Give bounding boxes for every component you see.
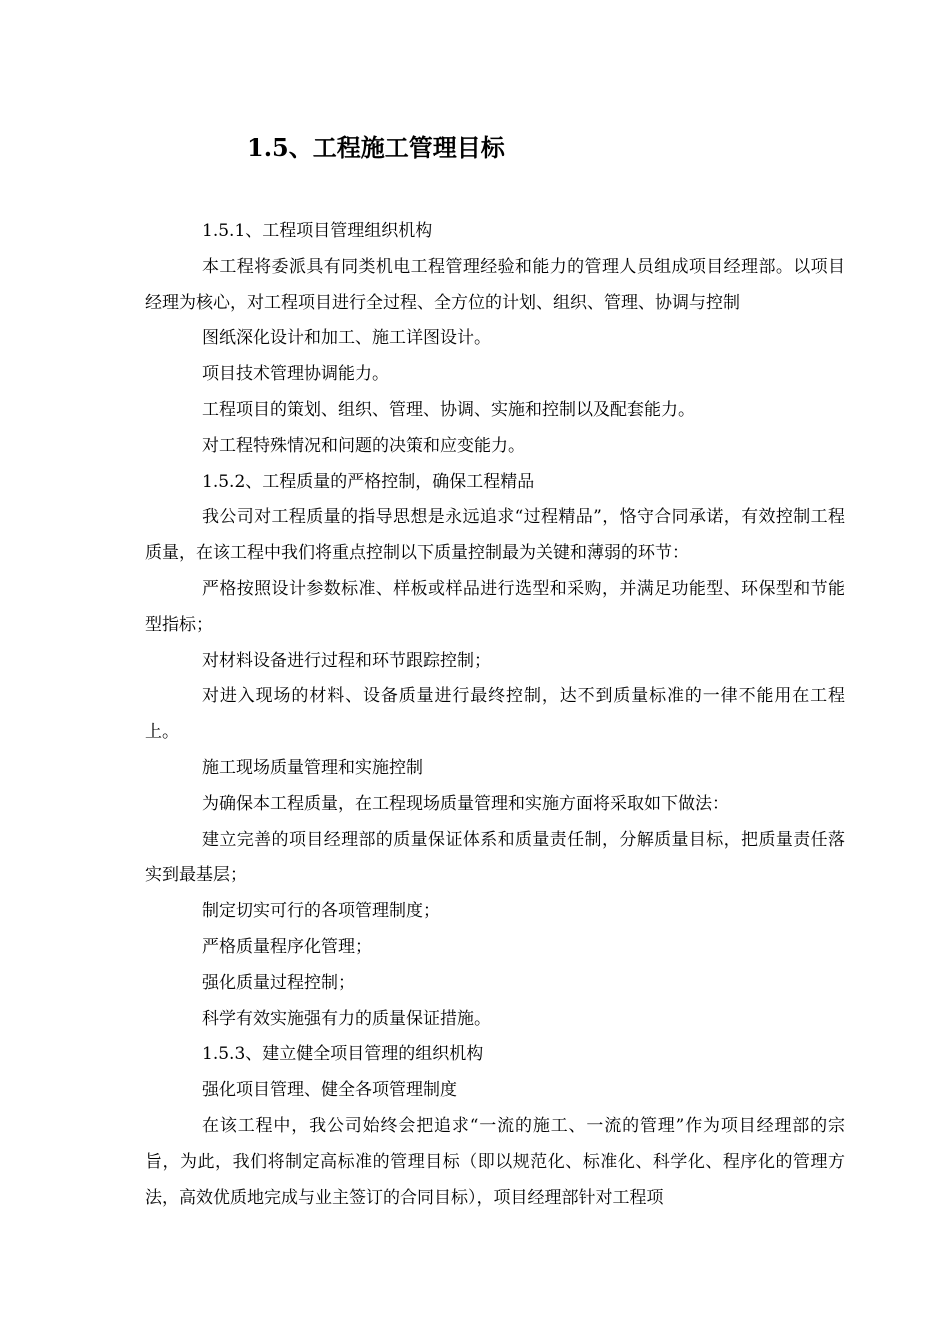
paragraph-12: 施工现场质量管理和实施控制 — [202, 757, 423, 778]
section-title: 1.5、工程施工管理目标 — [247, 133, 505, 162]
paragraph-16: 严格质量程序化管理； — [202, 936, 372, 957]
paragraph-5: 工程项目的策划、组织、管理、协调、实施和控制以及配套能力。 — [202, 399, 695, 420]
paragraph-15: 制定切实可行的各项管理制度； — [202, 901, 440, 922]
paragraph-13: 为确保本工程质量，在工程现场质量管理和实施方面将采取如下做法： — [202, 793, 729, 814]
paragraph-18: 科学有效实施强有力的质量保证措施。 — [202, 1008, 491, 1029]
paragraph-10: 对材料设备进行过程和环节跟踪控制； — [202, 650, 491, 671]
paragraph-11: 对进入现场的材料、设备质量进行最终控制，达不到质量标准的一律不能用在工程上。 — [145, 686, 845, 743]
paragraph-2: 本工程将委派具有同类机电工程管理经验和能力的管理人员组成项目经理部。以项目经理为核心，对工程项目进行全过程、全方位的计划、组织、管理、协调与控制 — [145, 256, 845, 313]
paragraph-9: 严格按照设计参数标准、样板或样品进行选型和采购，并满足功能型、环保型和节能型指标； — [145, 578, 845, 635]
paragraph-20: 强化项目管理、健全各项管理制度 — [202, 1080, 457, 1101]
paragraph-6: 对工程特殊情况和问题的决策和应变能力。 — [202, 435, 525, 456]
paragraph-14: 建立完善的项目经理部的质量保证体系和质量责任制，分解质量目标，把质量责任落实到最基层； — [145, 829, 845, 886]
paragraph-8: 我公司对工程质量的指导思想是永远追求“过程精品”，恪守合同承诺，有效控制工程质量，在该工程中我们将重点控制以下质量控制最为关键和薄弱的环节： — [145, 507, 845, 564]
paragraph-1: 1.5.1、工程项目管理组织机构 — [202, 221, 433, 241]
document-body — [145, 214, 845, 1216]
paragraph-3: 图纸深化设计和加工、施工详图设计。 — [202, 328, 491, 349]
paragraph-19: 1.5.3、建立健全项目管理的组织机构 — [202, 1044, 484, 1065]
paragraph-7: 1.5.2、工程质量的严格控制，确保工程精品 — [202, 471, 535, 492]
paragraph-4: 项目技术管理协调能力。 — [202, 364, 389, 385]
paragraph-17: 强化质量过程控制； — [202, 972, 355, 993]
paragraph-21: 在该工程中，我公司始终会把追求“一流的施工、一流的管理”作为项目经理部的宗旨，为此，我们将制定高标准的管理目标（即以规范化、标准化、科学化、程序化的管理方法，高效优质地完成与业主签订的合同目标），项目经理部针对工程项 — [145, 1115, 845, 1208]
